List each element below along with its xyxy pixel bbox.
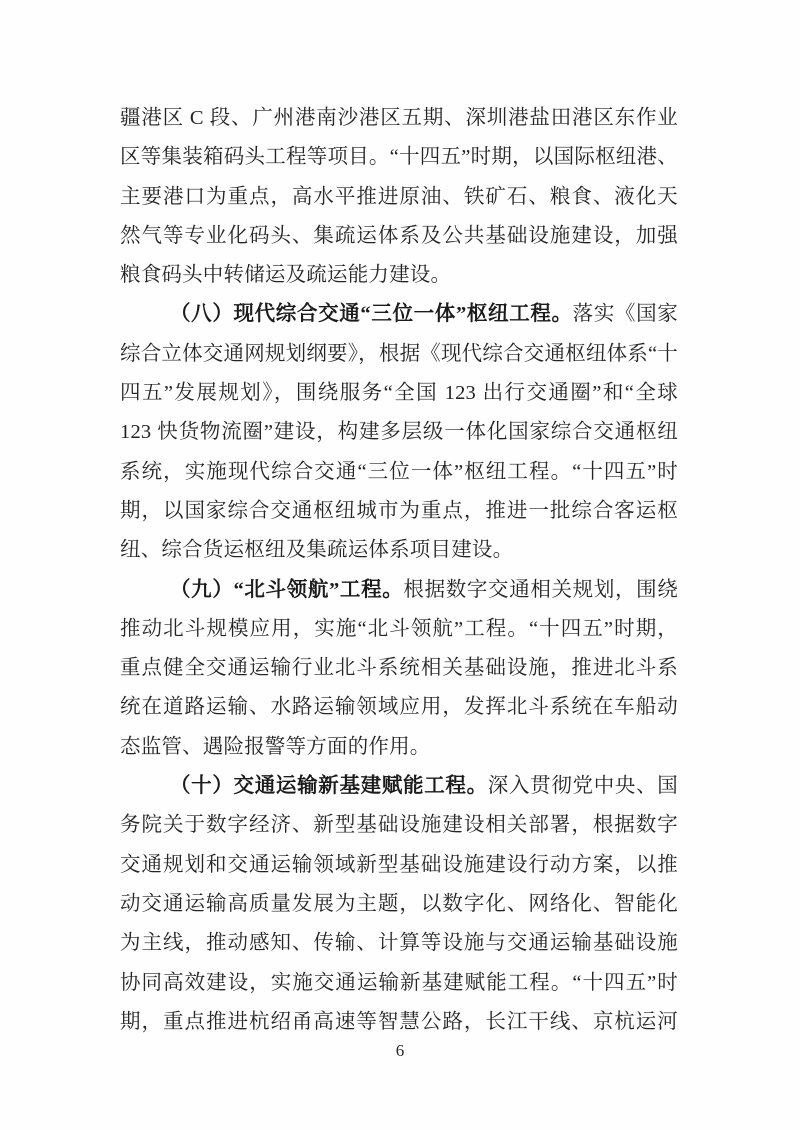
body-text: 期，重点推进杭绍甬高速等智慧公路，长江干线、京杭运河 [120, 1010, 678, 1033]
text-line [120, 335, 678, 374]
body-text: 系统，实施现代综合交通“三位一体”枢纽工程。“十四五”时 [120, 460, 678, 483]
text-line [120, 571, 678, 610]
document-body [120, 99, 678, 1042]
paragraph [120, 767, 678, 1042]
text-line [120, 531, 678, 570]
text-line [120, 374, 678, 413]
text-line [120, 453, 678, 492]
body-text: 四五”发展规划》，围绕服务“全国 123 出行交通圈”和“全球 [120, 382, 678, 405]
text-line [120, 413, 678, 452]
paragraph-heading: （八）现代综合交通“三位一体”枢纽工程。 [170, 303, 573, 326]
page-number: 6 [395, 1041, 405, 1060]
text-line [120, 924, 678, 963]
body-text: 然气等专业化码头、集疏运体系及公共基础设施建设，加强 [120, 224, 678, 247]
body-text: 粮食码头中转储运及疏运能力建设。 [120, 264, 452, 287]
body-text: 纽、综合货运枢纽及集疏运体系项目建设。 [120, 539, 514, 562]
text-line [120, 1003, 678, 1042]
body-text: 统在道路运输、水路运输领域应用，发挥北斗系统在车船动 [120, 696, 678, 719]
paragraph-heading: （十）交通运输新基建赋能工程。 [170, 775, 488, 798]
body-text: 务院关于数字经济、新型基础设施建设相关部署，根据数字 [120, 814, 678, 837]
text-line [120, 217, 678, 256]
body-text: 交通规划和交通运输领域新型基础设施建设行动方案，以推 [120, 853, 678, 876]
body-text: 主要港口为重点，高水平推进原油、铁矿石、粮食、液化天 [120, 185, 678, 208]
body-text: 深入贯彻党中央、国 [487, 775, 678, 798]
text-line [120, 256, 678, 295]
body-text: 落实《国家 [572, 303, 678, 326]
paragraph [120, 295, 678, 570]
text-line [120, 688, 678, 727]
body-text: 综合立体交通网规划纲要》，根据《现代综合交通枢纽体系“十 [120, 342, 678, 365]
body-text: 重点健全交通运输行业北斗系统相关基础设施，推进北斗系 [120, 657, 678, 680]
text-line [120, 964, 678, 1003]
body-text: 根据数字交通相关规划，围绕 [403, 578, 678, 601]
paragraph [120, 99, 678, 295]
paragraph-heading: （九）“北斗领航”工程。 [170, 578, 404, 601]
body-text: 区等集装箱码头工程等项目。“十四五”时期，以国际枢纽港、 [120, 146, 678, 169]
body-text: 期，以国家综合交通枢纽城市为重点，推进一批综合客运枢 [120, 499, 678, 522]
text-line [120, 885, 678, 924]
text-line [120, 492, 678, 531]
text-line [120, 649, 678, 688]
text-line [120, 846, 678, 885]
text-line [120, 295, 678, 334]
text-line [120, 178, 678, 217]
body-text: 为主线，推动感知、传输、计算等设施与交通运输基础设施 [120, 932, 678, 955]
text-line [120, 806, 678, 845]
text-line [120, 728, 678, 767]
text-line [120, 138, 678, 177]
body-text: 动交通运输高质量发展为主题，以数字化、网络化、智能化 [120, 892, 678, 915]
text-line [120, 767, 678, 806]
body-text: 推动北斗规模应用，实施“北斗领航”工程。“十四五”时期， [120, 617, 678, 640]
body-text: 态监管、遇险报警等方面的作用。 [120, 735, 431, 758]
text-line [120, 99, 678, 138]
body-text: 疆港区 C 段、广州港南沙港区五期、深圳港盐田港区东作业 [120, 107, 678, 129]
body-text: 123 快货物流圈”建设，构建多层级一体化国家综合交通枢纽 [120, 421, 678, 444]
paragraph [120, 571, 678, 767]
text-line [120, 610, 678, 649]
body-text: 协同高效建设，实施交通运输新基建赋能工程。“十四五”时 [120, 971, 678, 994]
